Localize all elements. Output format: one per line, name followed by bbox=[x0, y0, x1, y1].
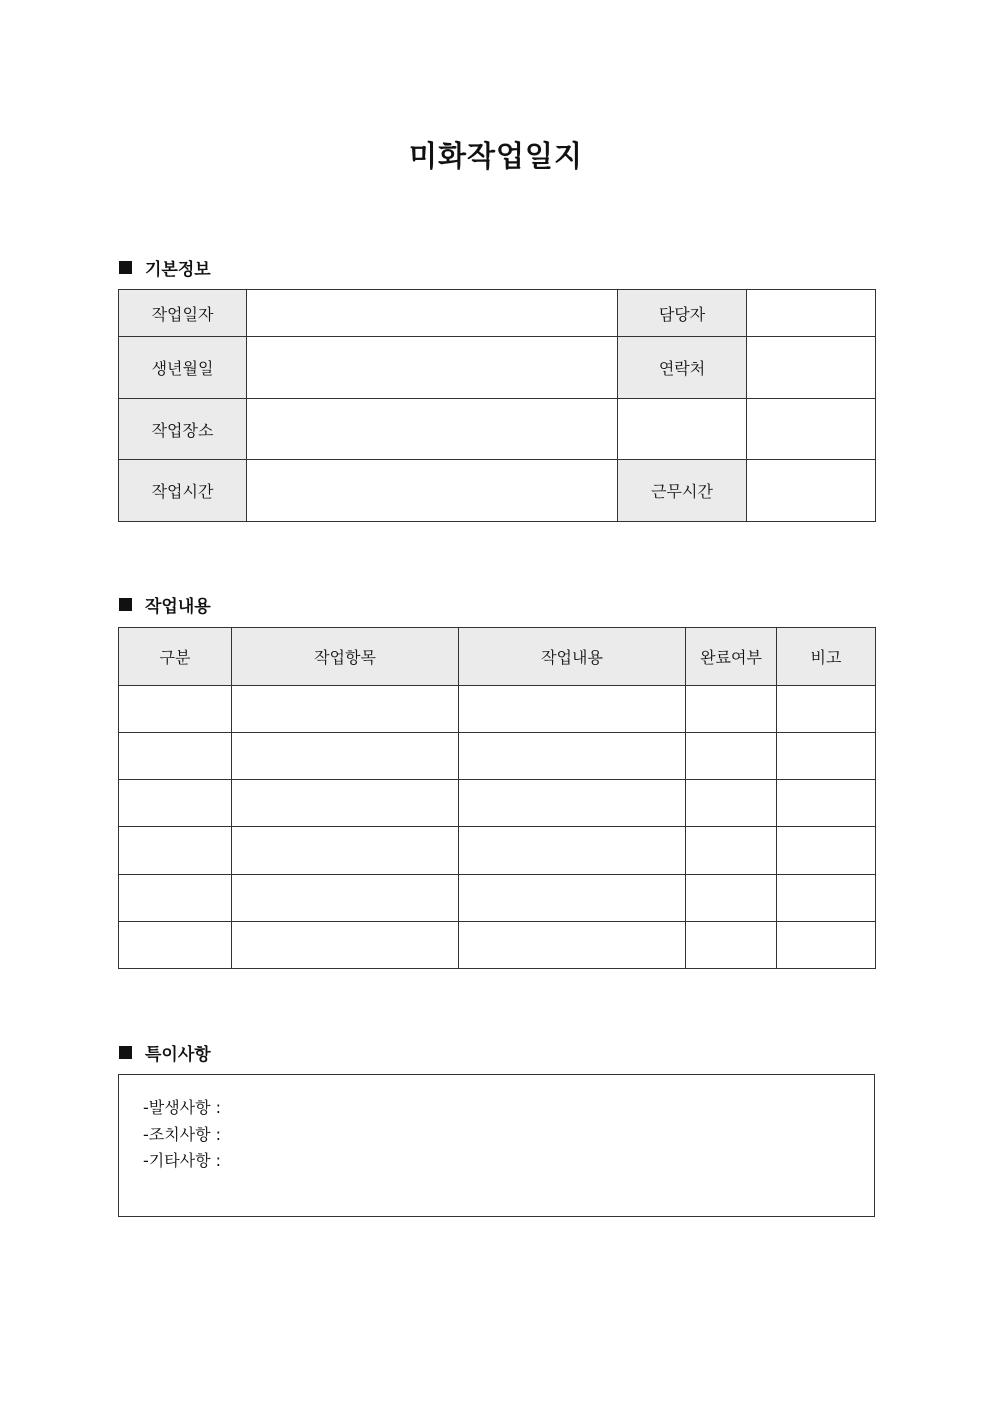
section-heading-special-notes bbox=[119, 1040, 211, 1065]
table-cell[interactable] bbox=[232, 827, 459, 875]
note-line-action: -조치사항 : bbox=[143, 1124, 222, 1144]
table-row bbox=[119, 733, 876, 780]
blank-label-cell[interactable] bbox=[618, 399, 747, 460]
table-row bbox=[119, 337, 876, 399]
person-in-charge-field[interactable] bbox=[747, 290, 876, 337]
table-cell[interactable] bbox=[777, 875, 876, 922]
table-cell[interactable] bbox=[777, 686, 876, 733]
table-cell[interactable] bbox=[119, 686, 232, 733]
birth-date-field[interactable] bbox=[247, 337, 618, 399]
table-cell[interactable] bbox=[777, 780, 876, 827]
black-square-icon bbox=[119, 261, 132, 274]
table-cell[interactable] bbox=[119, 922, 232, 969]
black-square-icon bbox=[119, 598, 132, 611]
table-cell[interactable] bbox=[232, 780, 459, 827]
table-row bbox=[119, 827, 876, 875]
section-heading-work-content bbox=[119, 592, 211, 617]
table-cell[interactable] bbox=[119, 733, 232, 780]
work-time-field[interactable] bbox=[247, 460, 618, 522]
table-cell[interactable] bbox=[119, 827, 232, 875]
page-title: 미화작업일지 bbox=[408, 139, 584, 173]
contact-field[interactable] bbox=[747, 337, 876, 399]
basic-info-table bbox=[118, 289, 876, 522]
work-place-field[interactable] bbox=[247, 399, 618, 460]
table-cell[interactable] bbox=[459, 686, 686, 733]
table-cell[interactable] bbox=[232, 922, 459, 969]
table-cell[interactable] bbox=[459, 733, 686, 780]
column-header-remarks: 비고 bbox=[777, 628, 876, 686]
table-row bbox=[119, 460, 876, 522]
section-heading-label: 작업내용 bbox=[145, 597, 211, 617]
table-row bbox=[119, 290, 876, 337]
section-heading-label: 기본정보 bbox=[145, 260, 211, 280]
black-square-icon bbox=[119, 1046, 132, 1059]
table-cell[interactable] bbox=[232, 875, 459, 922]
table-cell[interactable] bbox=[777, 827, 876, 875]
column-header-category: 구분 bbox=[119, 628, 232, 686]
column-header-completion: 완료여부 bbox=[686, 628, 777, 686]
table-cell[interactable] bbox=[459, 922, 686, 969]
table-row bbox=[119, 399, 876, 460]
label-person-in-charge: 담당자 bbox=[618, 290, 747, 337]
table-row bbox=[119, 875, 876, 922]
special-notes-box[interactable] bbox=[118, 1074, 875, 1217]
table-cell[interactable] bbox=[686, 780, 777, 827]
note-line-occurrence: -발생사항 : bbox=[143, 1098, 222, 1117]
table-cell[interactable] bbox=[777, 922, 876, 969]
section-heading-label: 특이사항 bbox=[145, 1045, 211, 1065]
table-header-row bbox=[119, 628, 876, 686]
table-cell[interactable] bbox=[686, 875, 777, 922]
table-cell[interactable] bbox=[459, 875, 686, 922]
section-heading-basic-info bbox=[119, 255, 211, 280]
work-content-table bbox=[118, 627, 876, 969]
table-cell[interactable] bbox=[686, 733, 777, 780]
table-cell[interactable] bbox=[232, 686, 459, 733]
blank-value-cell[interactable] bbox=[747, 399, 876, 460]
table-cell[interactable] bbox=[119, 875, 232, 922]
table-cell[interactable] bbox=[119, 780, 232, 827]
label-work-place: 작업장소 bbox=[119, 399, 247, 460]
label-work-date: 작업일자 bbox=[119, 290, 247, 337]
table-cell[interactable] bbox=[686, 922, 777, 969]
column-header-work-item: 작업항목 bbox=[232, 628, 459, 686]
table-cell[interactable] bbox=[459, 827, 686, 875]
table-row bbox=[119, 922, 876, 969]
table-cell[interactable] bbox=[777, 733, 876, 780]
label-work-time: 작업시간 bbox=[119, 460, 247, 522]
note-line-other: -기타사항 : bbox=[143, 1151, 222, 1170]
label-birth-date: 생년월일 bbox=[119, 337, 247, 399]
table-cell[interactable] bbox=[686, 827, 777, 875]
table-row bbox=[119, 686, 876, 733]
table-cell[interactable] bbox=[686, 686, 777, 733]
column-header-work-detail: 작업내용 bbox=[459, 628, 686, 686]
label-working-hours: 근무시간 bbox=[618, 460, 747, 522]
table-cell[interactable] bbox=[459, 780, 686, 827]
table-row bbox=[119, 780, 876, 827]
table-cell[interactable] bbox=[232, 733, 459, 780]
working-hours-field[interactable] bbox=[747, 460, 876, 522]
work-date-field[interactable] bbox=[247, 290, 618, 337]
label-contact: 연락처 bbox=[618, 337, 747, 399]
